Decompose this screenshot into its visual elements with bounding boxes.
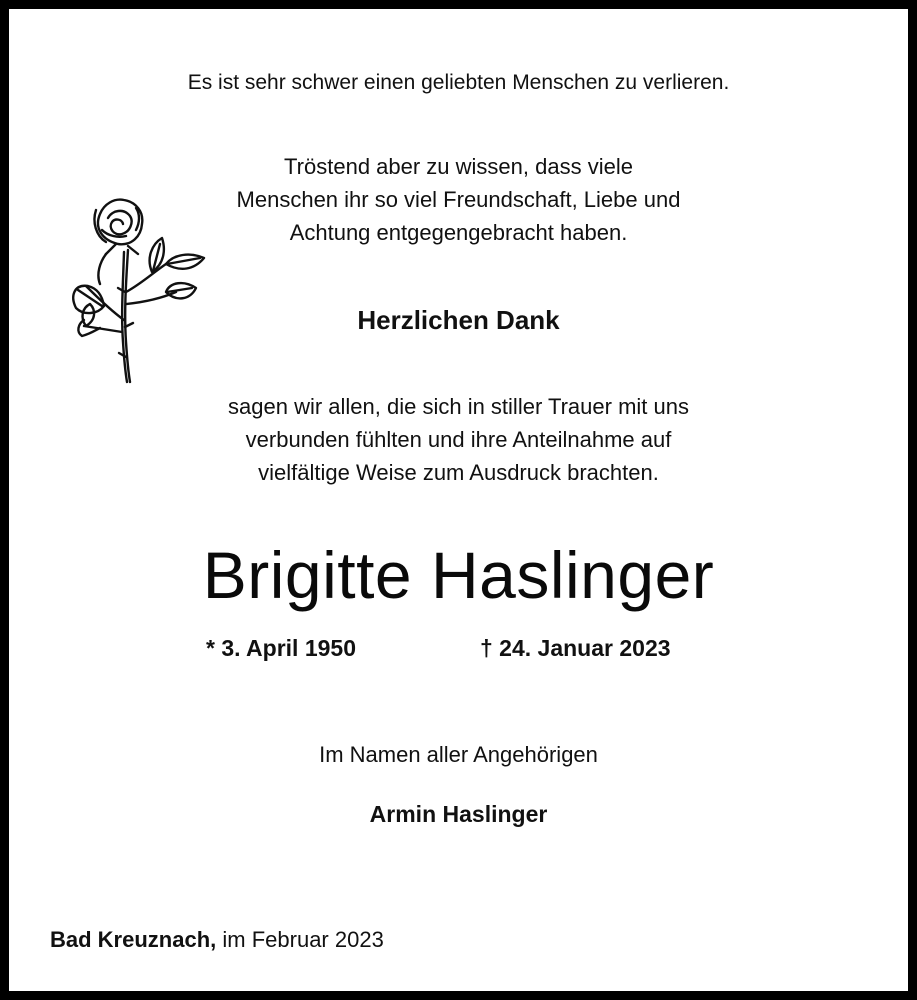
thanks-line-3: vielfältige Weise zum Ausdruck brachten. bbox=[258, 460, 659, 485]
birth-date: * 3. April 1950 bbox=[206, 635, 357, 661]
signatory-name: Armin Haslinger bbox=[369, 801, 548, 827]
death-date: † 24. Januar 2023 bbox=[480, 635, 671, 661]
thanks-heading: Herzlichen Dank bbox=[357, 305, 560, 335]
comfort-line-2: Menschen ihr so viel Freundschaft, Liebe und bbox=[236, 187, 681, 212]
comfort-line-1: Tröstend aber zu wissen, dass viele bbox=[284, 154, 633, 179]
family-line: Im Namen aller Angehörigen bbox=[319, 742, 598, 767]
notice-date: im Februar 2023 bbox=[222, 927, 384, 952]
thanks-line-2: verbunden fühlten und ihre Anteilnahme auf bbox=[245, 427, 672, 452]
comfort-line-3: Achtung entgegengebracht haben. bbox=[289, 220, 628, 245]
place-date-line bbox=[50, 922, 384, 958]
rose-icon bbox=[66, 192, 216, 392]
intro-text: Es ist sehr schwer einen geliebten Menschen zu verlieren. bbox=[187, 71, 730, 94]
deceased-name: Brigitte Haslinger bbox=[202, 538, 715, 612]
thanks-line-1: sagen wir allen, die sich in stiller Trauer mit uns bbox=[228, 394, 689, 419]
place-name: Bad Kreuznach, bbox=[50, 927, 217, 952]
